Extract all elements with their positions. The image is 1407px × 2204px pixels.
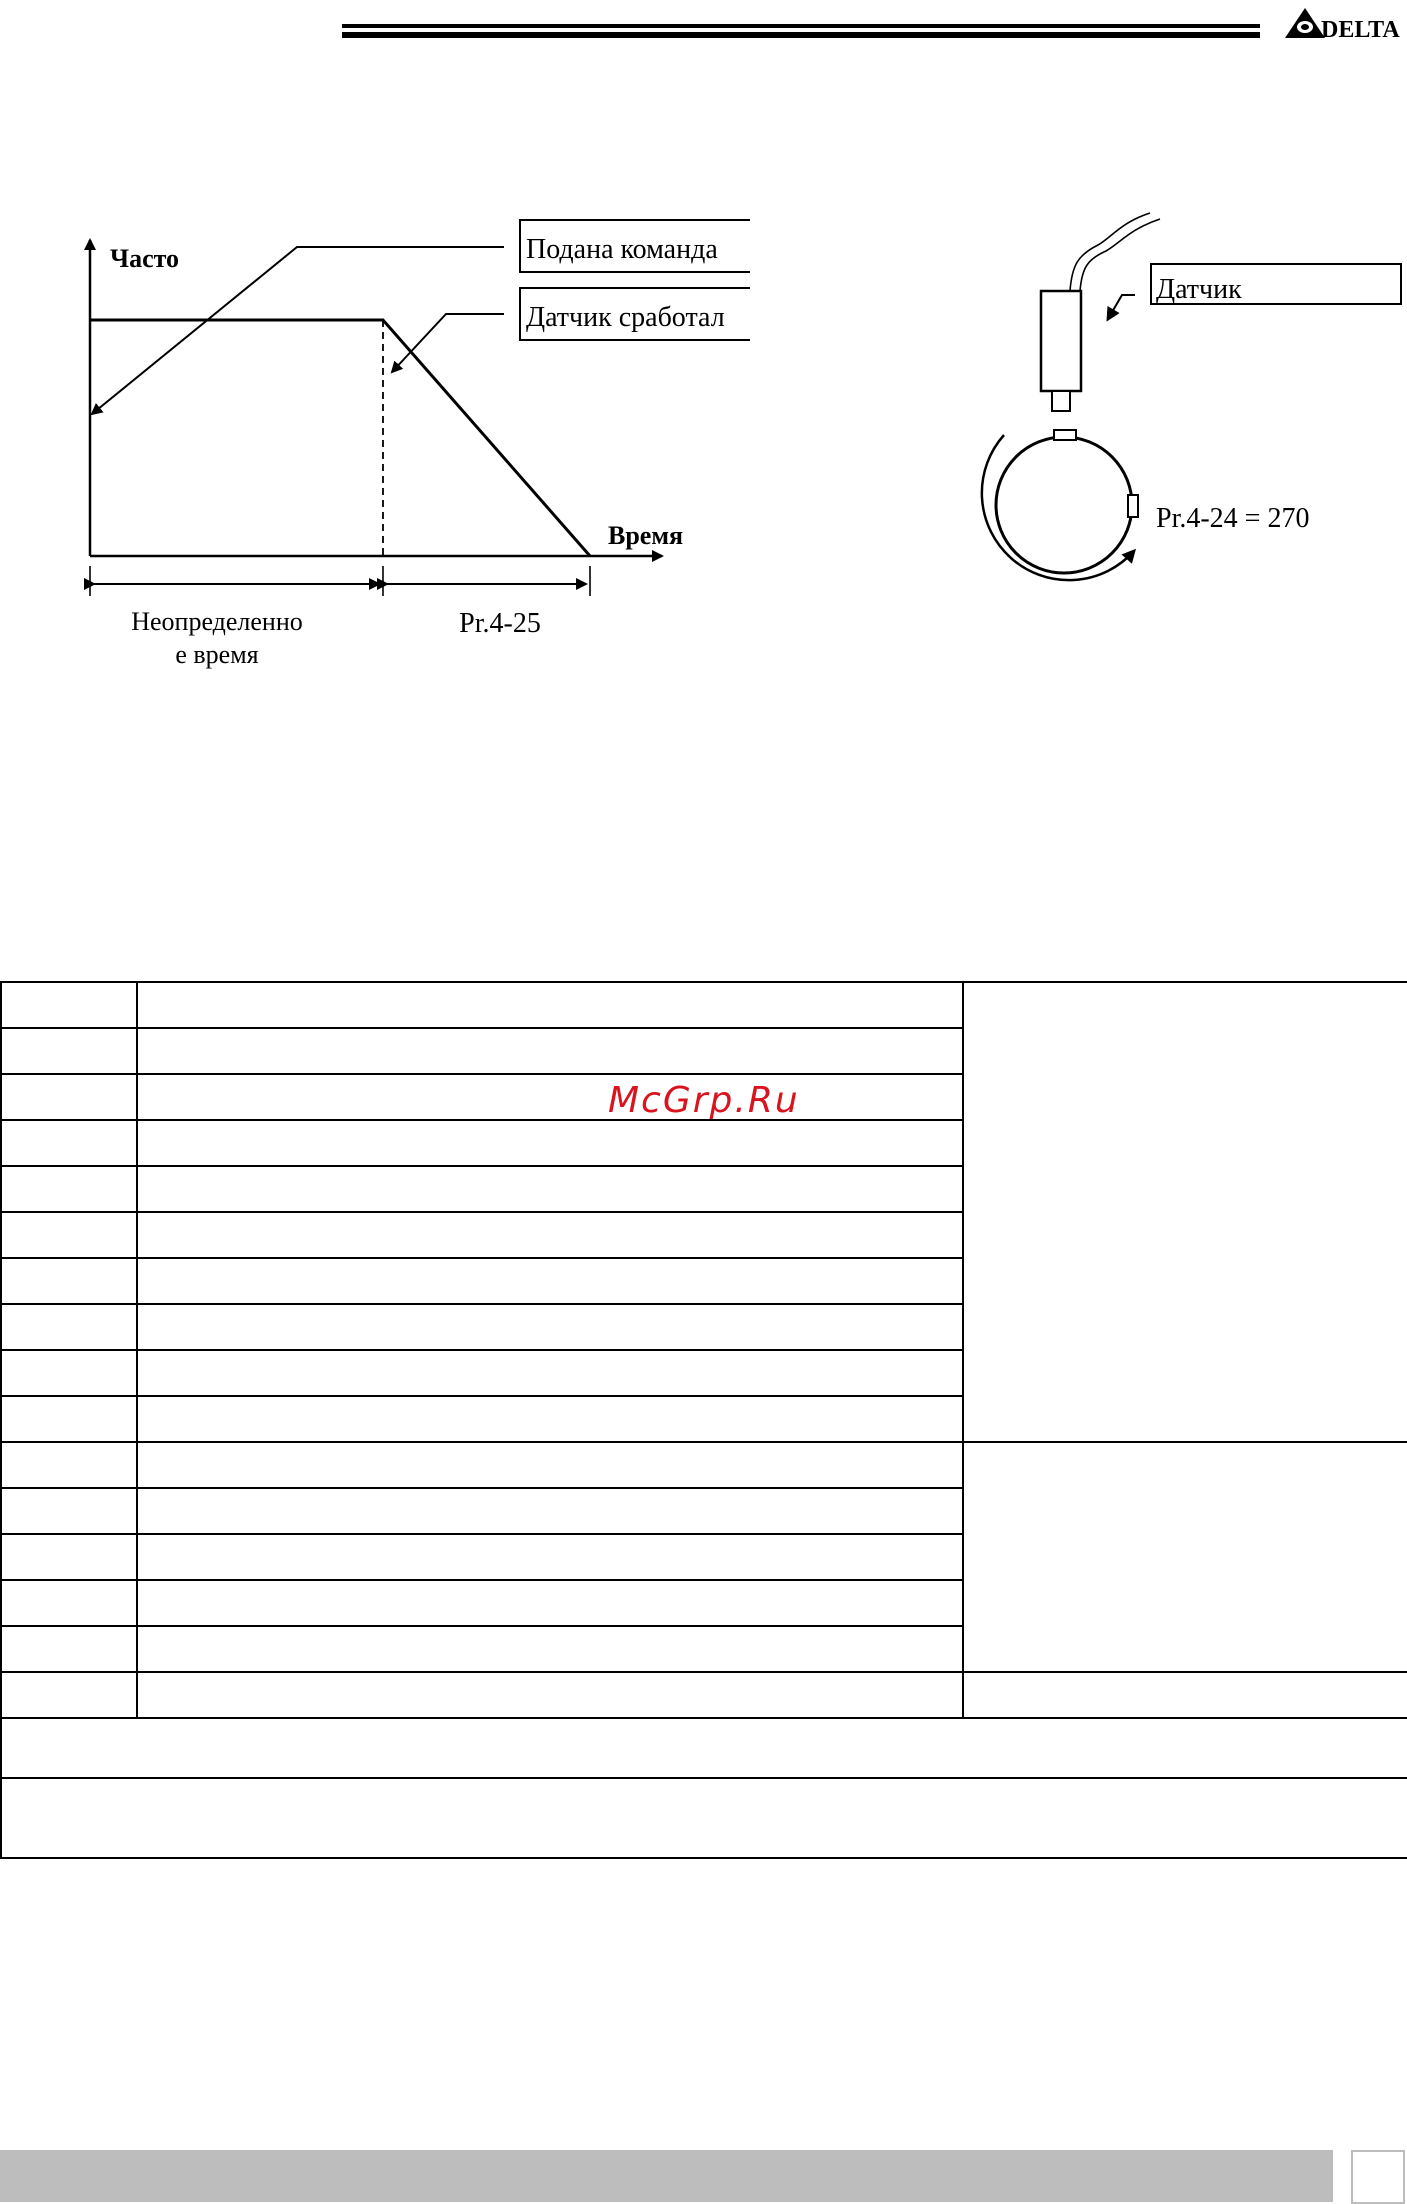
callout-sensor: Датчик сработал <box>526 302 725 333</box>
callout-command: Подана команда <box>526 234 718 265</box>
watermark: McGrp.Ru <box>608 1080 800 1121</box>
logo-text: DELTA <box>1321 17 1400 40</box>
interval-right-label: Pr.4-25 <box>459 608 541 639</box>
parameter-table <box>0 981 1407 1859</box>
leader-sensor <box>392 314 504 372</box>
interval-left-label-1: Неопределенно <box>131 607 303 636</box>
disc-tab-top <box>1054 430 1076 440</box>
delta-logo <box>1283 6 1407 40</box>
frequency-time-diagram <box>70 210 750 680</box>
x-axis-label: Время <box>608 521 684 550</box>
sensor-tip <box>1052 391 1070 411</box>
sensor-diagram <box>960 205 1407 625</box>
table-note-row <box>1 1718 1407 1778</box>
table-note-row <box>1 1778 1407 1858</box>
sensor-leader <box>1108 295 1135 319</box>
page-number-box <box>1351 2150 1405 2204</box>
table-merged-cell <box>963 1442 1407 1672</box>
disc-tab-right <box>1128 495 1138 517</box>
table-row <box>1 982 1407 1028</box>
table-merged-cell <box>963 982 1407 1442</box>
sensor-body <box>1041 291 1081 391</box>
table-row <box>1 1442 1407 1488</box>
param-label: Pr.4-24 = 270 <box>1156 503 1310 534</box>
rotating-disc <box>996 437 1132 573</box>
sensor-label: Датчик <box>1156 274 1242 305</box>
header-rule <box>342 24 1260 38</box>
y-axis-label: Часто <box>110 244 180 273</box>
table-row <box>1 1672 1407 1718</box>
footer-bar <box>0 2150 1333 2202</box>
interval-left-label-2: е время <box>175 640 259 669</box>
